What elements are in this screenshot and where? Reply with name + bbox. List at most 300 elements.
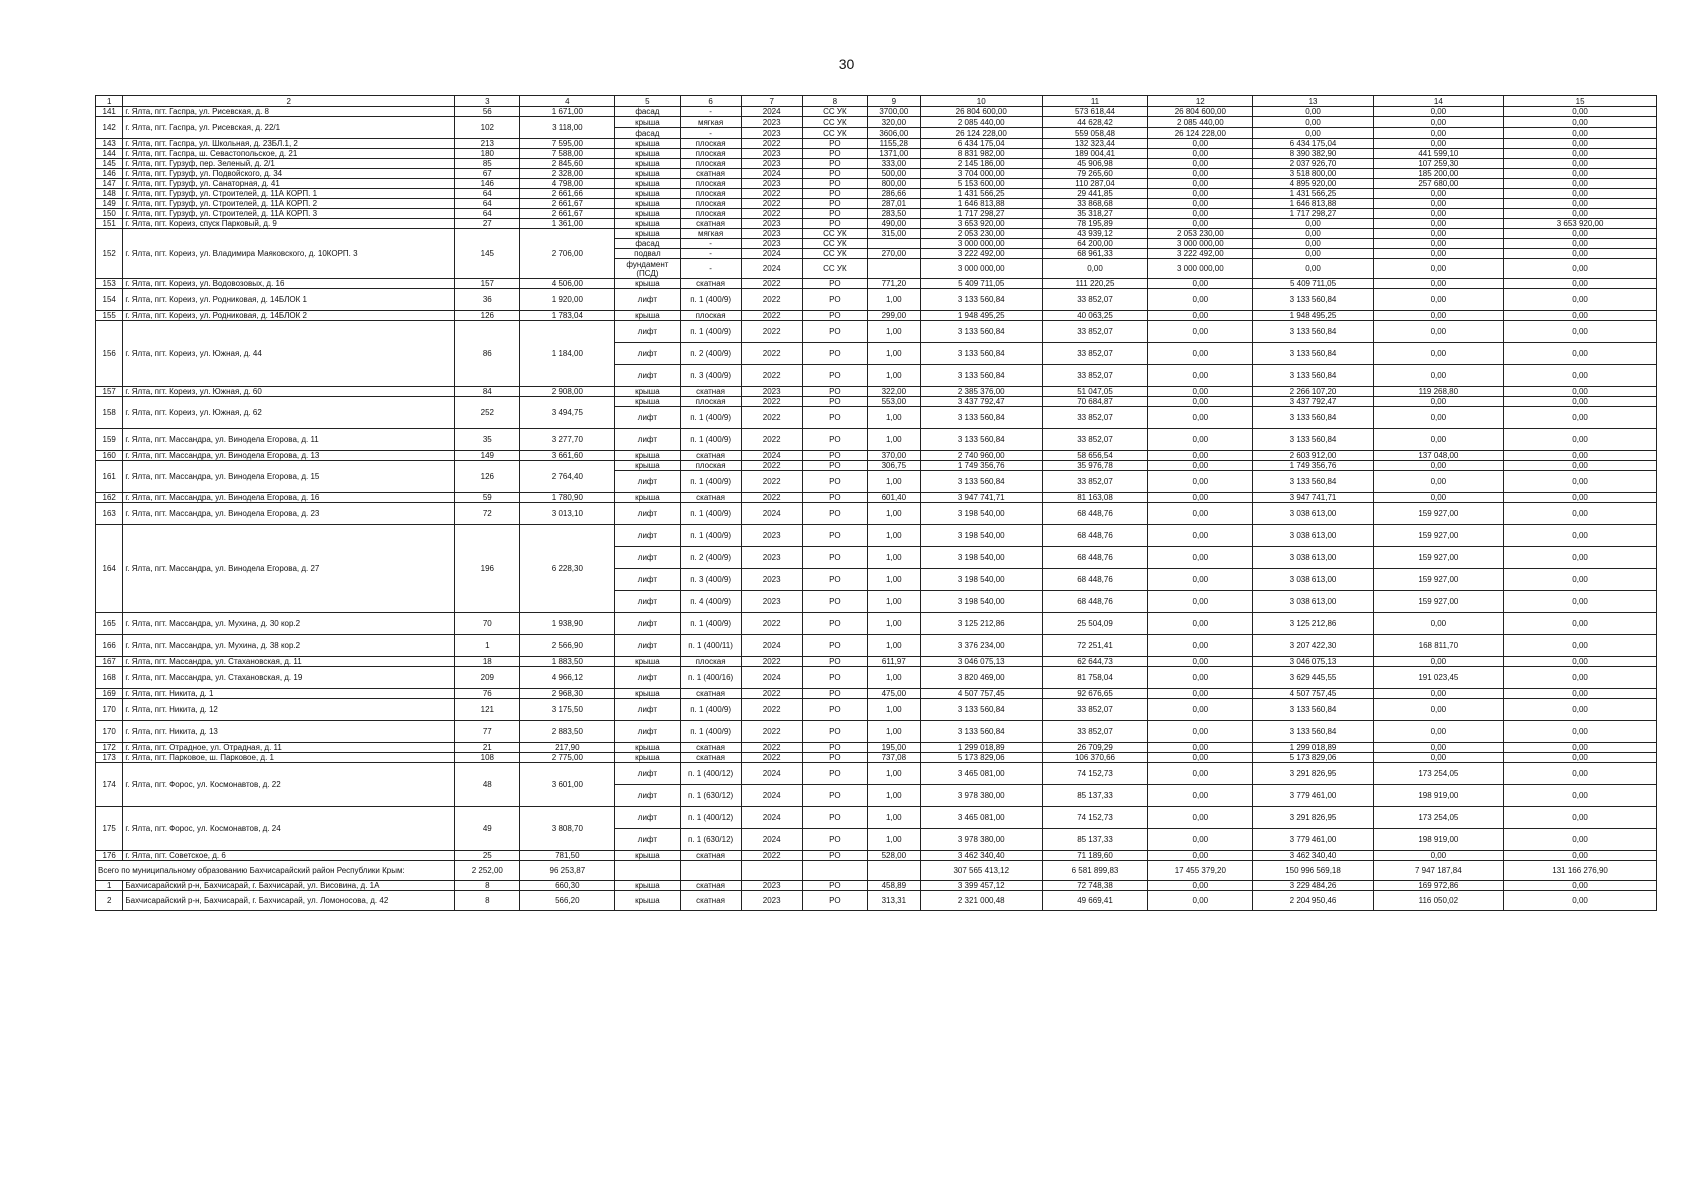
- table-cell: 7 595,00: [520, 139, 615, 149]
- table-row: [96, 169, 1657, 179]
- table-row: [96, 139, 1657, 149]
- table-cell: 64 200,00: [1042, 239, 1147, 249]
- table-cell: скатная: [680, 743, 741, 753]
- table-cell: 2023: [741, 387, 802, 397]
- table-cell: 3 133 560,84: [920, 429, 1042, 451]
- table-cell: плоская: [680, 189, 741, 199]
- table-cell: 3 291 826,95: [1253, 807, 1373, 829]
- table-cell: 3 198 540,00: [920, 569, 1042, 591]
- col-header: 14: [1373, 96, 1504, 107]
- table-cell: 2022: [741, 689, 802, 699]
- table-cell: 0,00: [1253, 219, 1373, 229]
- table-cell: 2 845,60: [520, 159, 615, 169]
- table-cell: 2022: [741, 279, 802, 289]
- table-cell: 1 431 566,25: [920, 189, 1042, 199]
- table-cell: 74 152,73: [1042, 807, 1147, 829]
- table-cell: 6 228,30: [520, 525, 615, 613]
- table-cell: 2023: [741, 591, 802, 613]
- table-cell: 2023: [741, 891, 802, 911]
- table-cell: 2 603 912,00: [1253, 451, 1373, 461]
- table-cell: 1 780,90: [520, 493, 615, 503]
- table-cell: 475,00: [868, 689, 921, 699]
- table-cell: 0,00: [1504, 525, 1657, 547]
- table-cell: крыша: [615, 753, 680, 763]
- address-cell: г. Ялта, пгт. Массандра, ул. Винодела Егорова, д. 27: [123, 525, 455, 613]
- table-cell: 1,00: [868, 763, 921, 785]
- address-cell: Бахчисарайский р-н, Бахчисарай, г. Бахчисарай, ул. Ломоносова, д. 42: [123, 891, 455, 911]
- table-cell: 0,00: [1373, 689, 1504, 699]
- table-cell: крыша: [615, 461, 680, 471]
- table-cell: 62 644,73: [1042, 657, 1147, 667]
- table-cell: 0,00: [1504, 699, 1657, 721]
- table-cell: 143: [96, 139, 123, 149]
- table-cell: 27: [455, 219, 520, 229]
- col-header: 4: [520, 96, 615, 107]
- col-header: 11: [1042, 96, 1147, 107]
- table-cell: 217,90: [520, 743, 615, 753]
- table-cell: 0,00: [1504, 471, 1657, 493]
- table-cell: 2022: [741, 743, 802, 753]
- table-cell: 0,00: [1504, 493, 1657, 503]
- table-cell: п. 1 (400/9): [680, 721, 741, 743]
- table-cell: СС УК: [802, 229, 867, 239]
- table-cell: 167: [96, 657, 123, 667]
- table-cell: 0,00: [1373, 107, 1504, 117]
- table-cell: 0,00: [1373, 209, 1504, 219]
- table-cell: лифт: [615, 365, 680, 387]
- table-cell: 370,00: [868, 451, 921, 461]
- address-cell: г. Ялта, пгт. Гурзуф, ул. Санаторная, д. 41: [123, 179, 455, 189]
- table-cell: 2 266 107,20: [1253, 387, 1373, 397]
- table-cell: РО: [802, 493, 867, 503]
- table-cell: 0,00: [1148, 189, 1253, 199]
- table-cell: 2 053 230,00: [1148, 229, 1253, 239]
- table-cell: 26 124 228,00: [1148, 128, 1253, 139]
- address-cell: г. Ялта, пгт. Форос, ул. Космонавтов, д. 24: [123, 807, 455, 851]
- table-cell: 110 287,04: [1042, 179, 1147, 189]
- table-cell: 3 653 920,00: [1504, 219, 1657, 229]
- table-cell: 8: [455, 891, 520, 911]
- table-cell: 3 661,60: [520, 451, 615, 461]
- table-cell: 151: [96, 219, 123, 229]
- table-cell: крыша: [615, 149, 680, 159]
- table-cell: 137 048,00: [1373, 451, 1504, 461]
- table-cell: лифт: [615, 525, 680, 547]
- table-row: [96, 699, 1657, 721]
- table-cell: 2 385 376,00: [920, 387, 1042, 397]
- table-cell: 1,00: [868, 407, 921, 429]
- table-cell: 2 740 960,00: [920, 451, 1042, 461]
- table-cell: п. 1 (400/9): [680, 525, 741, 547]
- table-cell: 172: [96, 743, 123, 753]
- table-cell: 35 318,27: [1042, 209, 1147, 219]
- table-cell: 2022: [741, 311, 802, 321]
- table-cell: лифт: [615, 591, 680, 613]
- table-cell: 85 137,33: [1042, 785, 1147, 807]
- table-cell: 174: [96, 763, 123, 807]
- table-cell: РО: [802, 159, 867, 169]
- table-cell: 0,00: [1504, 721, 1657, 743]
- table-row: [96, 635, 1657, 657]
- table-cell: 0,00: [1373, 397, 1504, 407]
- table-cell: 0,00: [1148, 891, 1253, 911]
- table-cell: 0,00: [1373, 753, 1504, 763]
- table-cell: лифт: [615, 613, 680, 635]
- table-cell: 3 947 741,71: [920, 493, 1042, 503]
- table-cell: 0,00: [1504, 343, 1657, 365]
- table-cell: РО: [802, 721, 867, 743]
- table-cell: 7 588,00: [520, 149, 615, 159]
- table-cell: 0,00: [1504, 591, 1657, 613]
- col-header: 6: [680, 96, 741, 107]
- table-cell: 2022: [741, 753, 802, 763]
- table-cell: 159 927,00: [1373, 525, 1504, 547]
- table-cell: 26 804 600,00: [1148, 107, 1253, 117]
- table-cell: скатная: [680, 219, 741, 229]
- table-row: [96, 289, 1657, 311]
- table-cell: 0,00: [1373, 471, 1504, 493]
- table-cell: РО: [802, 461, 867, 471]
- empty-cell: [802, 861, 867, 881]
- table-cell: 0,00: [1504, 763, 1657, 785]
- table-cell: 287,01: [868, 199, 921, 209]
- table-cell: 3 000 000,00: [920, 239, 1042, 249]
- table-cell: 0,00: [1148, 493, 1253, 503]
- table-cell: скатная: [680, 851, 741, 861]
- table-cell: 159 927,00: [1373, 569, 1504, 591]
- col-header: 5: [615, 96, 680, 107]
- table-cell: 2022: [741, 657, 802, 667]
- table-cell: 33 852,07: [1042, 429, 1147, 451]
- table-cell: 2 706,00: [520, 229, 615, 279]
- table-cell: 0,00: [1148, 753, 1253, 763]
- table-cell: скатная: [680, 169, 741, 179]
- table-cell: 0,00: [1148, 785, 1253, 807]
- table-cell: 0,00: [1504, 311, 1657, 321]
- col-header: 8: [802, 96, 867, 107]
- table-cell: 35: [455, 429, 520, 451]
- table-cell: 1,00: [868, 591, 921, 613]
- table-cell: 2022: [741, 397, 802, 407]
- table-cell: 3 518 800,00: [1253, 169, 1373, 179]
- table-cell: 5 409 711,05: [1253, 279, 1373, 289]
- table-cell: 2022: [741, 721, 802, 743]
- table-cell: 92 676,65: [1042, 689, 1147, 699]
- table-cell: 800,00: [868, 179, 921, 189]
- table-cell: 0,00: [1253, 107, 1373, 117]
- table-cell: 86: [455, 321, 520, 387]
- table-cell: 159 927,00: [1373, 547, 1504, 569]
- table-row: [96, 199, 1657, 209]
- table-cell: лифт: [615, 321, 680, 343]
- table-cell: СС УК: [802, 107, 867, 117]
- total-row: [96, 861, 1657, 881]
- table-cell: 141: [96, 107, 123, 117]
- table-cell: 84: [455, 387, 520, 397]
- table-cell: 306,75: [868, 461, 921, 471]
- table-cell: крыша: [615, 169, 680, 179]
- table-cell: плоская: [680, 397, 741, 407]
- address-cell: г. Ялта, пгт. Никита, д. 13: [123, 721, 455, 743]
- table-cell: 0,00: [1373, 365, 1504, 387]
- table-cell: крыша: [615, 851, 680, 861]
- table-row: [96, 721, 1657, 743]
- table-row: [96, 229, 1657, 239]
- table-cell: 209: [455, 667, 520, 689]
- table-cell: 3 437 792,47: [1253, 397, 1373, 407]
- table-cell: 2022: [741, 613, 802, 635]
- table-cell: 0,00: [1504, 209, 1657, 219]
- table-cell: РО: [802, 881, 867, 891]
- table-cell: п. 4 (400/9): [680, 591, 741, 613]
- table-cell: 2024: [741, 763, 802, 785]
- table-cell: плоская: [680, 179, 741, 189]
- total-cell: 6 581 899,83: [1042, 861, 1147, 881]
- table-cell: п. 3 (400/9): [680, 365, 741, 387]
- table-cell: 737,08: [868, 753, 921, 763]
- table-cell: 0,00: [1148, 657, 1253, 667]
- table-cell: 168: [96, 667, 123, 689]
- table-cell: фундамент (ПСД): [615, 259, 680, 279]
- table-cell: 3 038 613,00: [1253, 547, 1373, 569]
- address-cell: г. Ялта, пгт. Массандра, ул. Винодела Егорова, д. 23: [123, 503, 455, 525]
- table-cell: 3 133 560,84: [1253, 721, 1373, 743]
- table-cell: 0,00: [1373, 657, 1504, 667]
- table-cell: 2024: [741, 785, 802, 807]
- table-cell: скатная: [680, 891, 741, 911]
- table-cell: 2022: [741, 471, 802, 493]
- table-cell: 0,00: [1504, 503, 1657, 525]
- table-cell: 3 629 445,55: [1253, 667, 1373, 689]
- table-cell: 0,00: [1148, 763, 1253, 785]
- address-cell: г. Ялта, пгт. Массандра, ул. Винодела Егорова, д. 13: [123, 451, 455, 461]
- table-cell: 21: [455, 743, 520, 753]
- table-cell: 43 939,12: [1042, 229, 1147, 239]
- table-cell: п. 1 (400/12): [680, 807, 741, 829]
- table-cell: 0,00: [1504, 569, 1657, 591]
- table-cell: РО: [802, 743, 867, 753]
- table-cell: 3 133 560,84: [920, 721, 1042, 743]
- table-cell: [868, 239, 921, 249]
- table-cell: 161: [96, 461, 123, 493]
- table-cell: РО: [802, 891, 867, 911]
- table-cell: 1,00: [868, 471, 921, 493]
- table-cell: 159 927,00: [1373, 503, 1504, 525]
- table-cell: 40 063,25: [1042, 311, 1147, 321]
- table-cell: 49 669,41: [1042, 891, 1147, 911]
- table-cell: 35 976,78: [1042, 461, 1147, 471]
- table-cell: 0,00: [1148, 365, 1253, 387]
- table-cell: 163: [96, 503, 123, 525]
- table-cell: 159 927,00: [1373, 591, 1504, 613]
- table-cell: 2023: [741, 179, 802, 189]
- table-cell: 77: [455, 721, 520, 743]
- table-cell: 0,00: [1504, 179, 1657, 189]
- table-cell: 1 783,04: [520, 311, 615, 321]
- table-cell: 150: [96, 209, 123, 219]
- table-cell: 85: [455, 159, 520, 169]
- table-cell: крыша: [615, 891, 680, 911]
- total-cell: 96 253,87: [520, 861, 615, 881]
- table-cell: 2024: [741, 249, 802, 259]
- table-cell: РО: [802, 807, 867, 829]
- table-cell: 176: [96, 851, 123, 861]
- table-cell: 149: [455, 451, 520, 461]
- table-cell: п. 1 (400/9): [680, 613, 741, 635]
- table-cell: 322,00: [868, 387, 921, 397]
- table-cell: РО: [802, 635, 867, 657]
- table-cell: 145: [96, 159, 123, 169]
- table-cell: 70: [455, 613, 520, 635]
- table-cell: 299,00: [868, 311, 921, 321]
- table-cell: 0,00: [1504, 635, 1657, 657]
- table-cell: 2 566,90: [520, 635, 615, 657]
- address-cell: г. Ялта, пгт. Кореиз, ул. Водовозовых, д. 16: [123, 279, 455, 289]
- table-cell: 0,00: [1504, 753, 1657, 763]
- table-cell: п. 1 (400/9): [680, 289, 741, 311]
- table-cell: 1 717 298,27: [920, 209, 1042, 219]
- table-cell: 155: [96, 311, 123, 321]
- table-cell: крыша: [615, 117, 680, 128]
- empty-cell: [680, 861, 741, 881]
- table-cell: 2 145 186,00: [920, 159, 1042, 169]
- address-cell: г. Ялта, пгт. Гурзуф, ул. Строителей, д. 11А КОРП. 1: [123, 189, 455, 199]
- table-row: [96, 149, 1657, 159]
- table-cell: РО: [802, 451, 867, 461]
- table-cell: 0,00: [1148, 503, 1253, 525]
- table-cell: 3 133 560,84: [1253, 343, 1373, 365]
- table-cell: 191 023,45: [1373, 667, 1504, 689]
- table-cell: 126: [455, 311, 520, 321]
- table-cell: подвал: [615, 249, 680, 259]
- table-cell: 2024: [741, 667, 802, 689]
- table-cell: 1 883,50: [520, 657, 615, 667]
- table-cell: 2: [96, 891, 123, 911]
- table-cell: 26 124 228,00: [920, 128, 1042, 139]
- table-cell: 0,00: [1373, 279, 1504, 289]
- table-cell: 0,00: [1373, 259, 1504, 279]
- table-cell: РО: [802, 851, 867, 861]
- address-cell: г. Ялта, пгт. Гаспра, ш. Севастопольское, д. 21: [123, 149, 455, 159]
- table-cell: 1,00: [868, 343, 921, 365]
- table-row: [96, 397, 1657, 407]
- table-cell: 213: [455, 139, 520, 149]
- table-cell: РО: [802, 321, 867, 343]
- table-cell: 0,00: [1504, 807, 1657, 829]
- table-cell: 44 628,42: [1042, 117, 1147, 128]
- table-cell: 2024: [741, 503, 802, 525]
- table-cell: 0,00: [1504, 785, 1657, 807]
- table-cell: 0,00: [1148, 387, 1253, 397]
- table-cell: РО: [802, 289, 867, 311]
- table-row: [96, 493, 1657, 503]
- table-cell: 1,00: [868, 667, 921, 689]
- address-cell: г. Ялта, пгт. Никита, д. 12: [123, 699, 455, 721]
- table-cell: 157: [455, 279, 520, 289]
- table-cell: 3 462 340,40: [1253, 851, 1373, 861]
- table-cell: РО: [802, 149, 867, 159]
- table-cell: 0,00: [1373, 128, 1504, 139]
- table-row: [96, 807, 1657, 829]
- table-cell: 2023: [741, 239, 802, 249]
- table-cell: 1,00: [868, 321, 921, 343]
- table-cell: 0,00: [1373, 219, 1504, 229]
- table-cell: крыша: [615, 179, 680, 189]
- table-cell: 5 409 711,05: [920, 279, 1042, 289]
- table-cell: РО: [802, 763, 867, 785]
- address-cell: г. Ялта, пгт. Никита, д. 1: [123, 689, 455, 699]
- table-cell: 36: [455, 289, 520, 311]
- table-row: [96, 219, 1657, 229]
- table-cell: 157: [96, 387, 123, 397]
- table-cell: 2 085 440,00: [920, 117, 1042, 128]
- table-cell: 3 125 212,86: [920, 613, 1042, 635]
- total-label: Всего по муниципальному образованию Бахчисарайский район Республики Крым:: [96, 861, 455, 881]
- table-cell: 458,89: [868, 881, 921, 891]
- table-cell: 3 779 461,00: [1253, 829, 1373, 851]
- table-cell: 4 507 757,45: [920, 689, 1042, 699]
- table-cell: 0,00: [1148, 471, 1253, 493]
- table-cell: 0,00: [1148, 569, 1253, 591]
- address-cell: г. Ялта, пгт. Кореиз, ул. Южная, д. 44: [123, 321, 455, 387]
- col-header: 12: [1148, 96, 1253, 107]
- table-cell: 2023: [741, 569, 802, 591]
- table-cell: 0,00: [1504, 259, 1657, 279]
- table-cell: 0,00: [1504, 159, 1657, 169]
- col-header: 1: [96, 96, 123, 107]
- table-cell: 68 448,76: [1042, 569, 1147, 591]
- table-cell: 2022: [741, 493, 802, 503]
- table-cell: 2024: [741, 451, 802, 461]
- table-cell: 3 465 081,00: [920, 807, 1042, 829]
- table-cell: 2024: [741, 807, 802, 829]
- table-cell: 0,00: [1504, 289, 1657, 311]
- address-cell: г. Ялта, пгт. Гурзуф, пер. Зеленый, д. 2/1: [123, 159, 455, 169]
- col-header: 15: [1504, 96, 1657, 107]
- table-cell: 0,00: [1148, 343, 1253, 365]
- table-cell: 0,00: [1148, 179, 1253, 189]
- table-cell: плоская: [680, 199, 741, 209]
- table-cell: 2024: [741, 259, 802, 279]
- address-cell: г. Ялта, пгт. Массандра, ул. Винодела Егорова, д. 16: [123, 493, 455, 503]
- table-cell: 64: [455, 189, 520, 199]
- table-cell: 0,00: [1504, 387, 1657, 397]
- table-cell: 1 920,00: [520, 289, 615, 311]
- table-cell: 3 437 792,47: [920, 397, 1042, 407]
- table-cell: 4 966,12: [520, 667, 615, 689]
- table-cell: 0,00: [1148, 699, 1253, 721]
- table-cell: 0,00: [1504, 365, 1657, 387]
- table-cell: -: [680, 259, 741, 279]
- table-cell: 3 133 560,84: [1253, 699, 1373, 721]
- table-cell: 146: [455, 179, 520, 189]
- table-cell: 158: [96, 397, 123, 429]
- table-cell: РО: [802, 667, 867, 689]
- table-cell: 0,00: [1504, 249, 1657, 259]
- table-cell: РО: [802, 503, 867, 525]
- table-cell: РО: [802, 139, 867, 149]
- table-cell: 2022: [741, 365, 802, 387]
- address-cell: г. Ялта, пгт. Массандра, ул. Мухина, д. 30 кор.2: [123, 613, 455, 635]
- table-cell: п. 1 (400/9): [680, 407, 741, 429]
- table-cell: 2 775,00: [520, 753, 615, 763]
- table-cell: 0,00: [1253, 259, 1373, 279]
- table-cell: 2022: [741, 199, 802, 209]
- table-cell: 169 972,86: [1373, 881, 1504, 891]
- table-row: [96, 159, 1657, 169]
- table-cell: лифт: [615, 343, 680, 365]
- table-cell: 3 038 613,00: [1253, 525, 1373, 547]
